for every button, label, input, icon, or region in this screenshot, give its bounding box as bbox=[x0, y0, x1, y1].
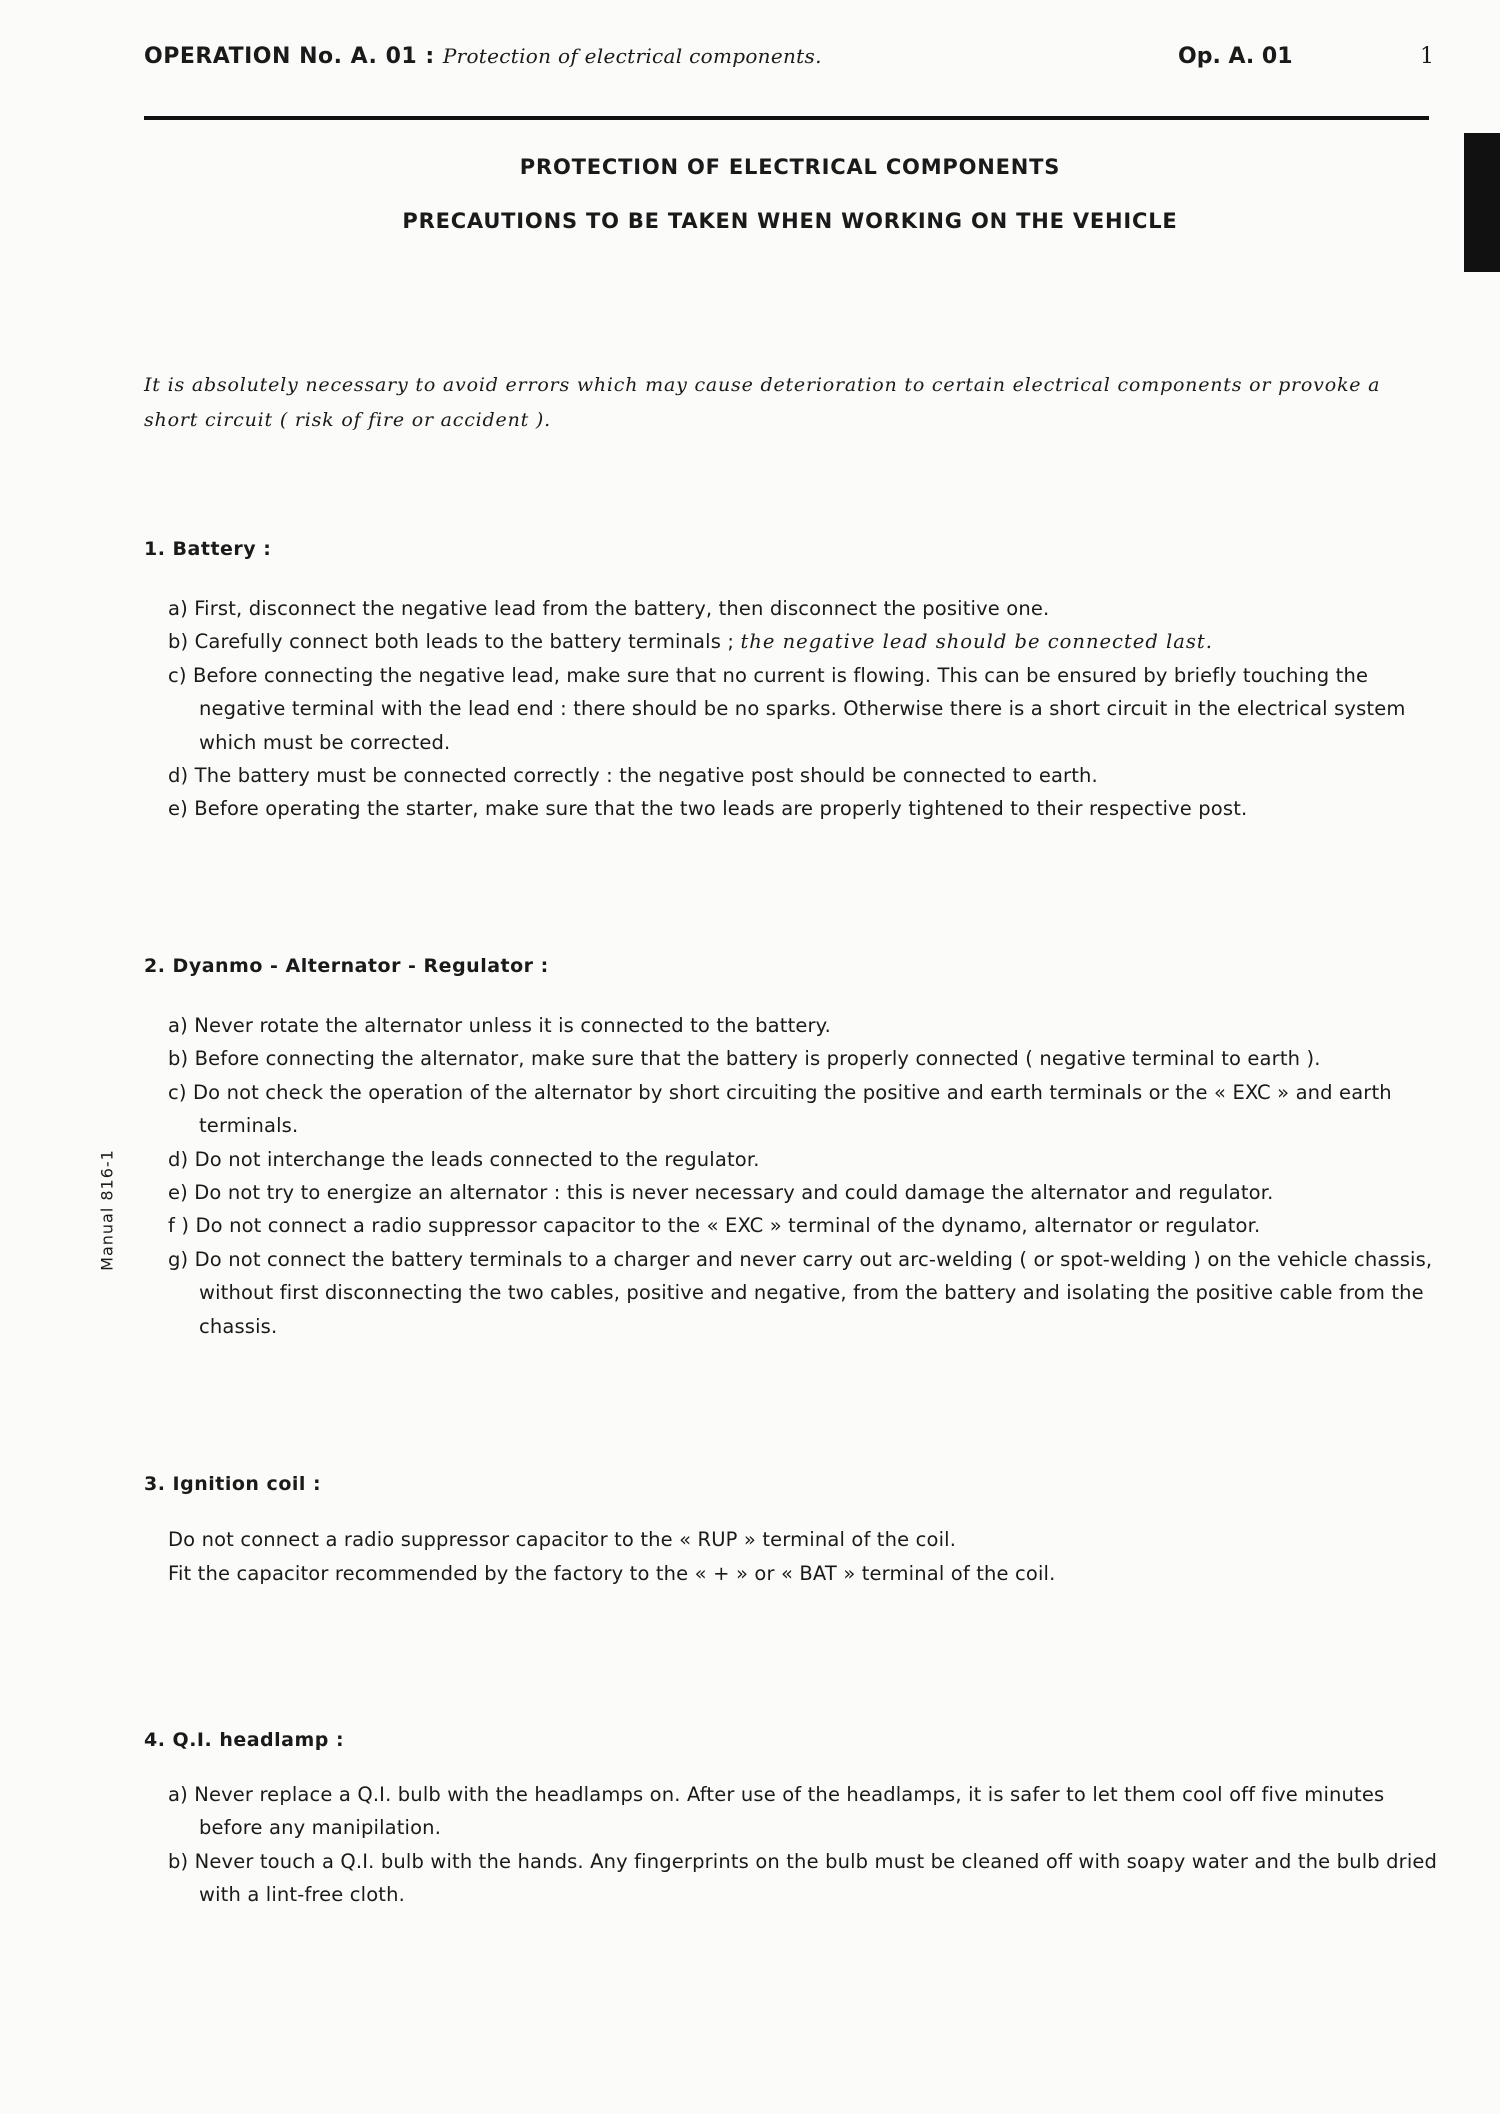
headlamp-list bbox=[168, 1778, 1438, 1912]
text-line: Do not connect a radio suppressor capacitor to the « RUP » terminal of the coil. bbox=[168, 1528, 957, 1551]
operation-number: OPERATION No. A. 01 : bbox=[144, 44, 435, 69]
page-number: 1 bbox=[1420, 44, 1434, 69]
list-item: e) Do not try to energize an alternator : this is never necessary and could damage the alternator and regulator. bbox=[168, 1181, 1274, 1205]
list-item: d) Do not interchange the leads connected to the regulator. bbox=[168, 1147, 760, 1171]
list-item: b) Before connecting the alternator, make sure that the battery is properly connected ( negative terminal to earth ). bbox=[168, 1047, 1321, 1071]
page-header bbox=[144, 44, 1432, 80]
list-item: g) Do not connect the battery terminals to a charger and never carry out arc-welding ( or spot-welding ) on the vehicle chassis, without first disconnecting the two cables, positive and negative, from the battery and isolating the positive cable from the chassis. bbox=[168, 1247, 1433, 1338]
section-heading-dynamo: 2. Dyanmo - Alternator - Regulator : bbox=[144, 955, 549, 977]
text-line: Fit the capacitor recommended by the factory to the « + » or « BAT » terminal of the coil. bbox=[168, 1562, 1056, 1585]
main-title: PROTECTION OF ELECTRICAL COMPONENTS bbox=[519, 155, 1061, 179]
manual-side-label bbox=[96, 1145, 118, 1275]
section-heading-battery: 1. Battery : bbox=[144, 538, 272, 560]
header-rule bbox=[144, 116, 1429, 120]
ignition-text bbox=[168, 1523, 1438, 1591]
section-tab-marker bbox=[1464, 133, 1500, 272]
section-heading-ignition: 3. Ignition coil : bbox=[144, 1473, 322, 1495]
dynamo-list bbox=[168, 1009, 1438, 1343]
list-item: b) Never touch a Q.I. bulb with the hands. Any fingerprints on the bulb must be cleaned off with soapy water and the bulb dried with a lint-free cloth. bbox=[168, 1849, 1438, 1907]
list-item: c) Before connecting the negative lead, make sure that no current is flowing. This can be ensured by briefly touching the negative terminal with the lead end : there should be no sparks. Otherwise there is a short circuit in the electrical system which must be corrected. bbox=[168, 663, 1406, 754]
list-item: f ) Do not connect a radio suppressor capacitor to the « EXC » terminal of the dynamo, alternator or regulator. bbox=[168, 1214, 1261, 1238]
list-item: e) Before operating the starter, make sure that the two leads are properly tightened to their respective post. bbox=[168, 797, 1248, 821]
list-item: a) Never rotate the alternator unless it is connected to the battery. bbox=[168, 1014, 831, 1037]
list-item: c) Do not check the operation of the alternator by short circuiting the positive and earth terminals or the « EXC » and earth terminals. bbox=[168, 1080, 1392, 1138]
operation-subject: Protection of electrical components. bbox=[442, 44, 822, 68]
list-item: a) Never replace a Q.I. bulb with the headlamps on. After use of the headlamps, it is safer to let them cool off five minutes before any manipilation. bbox=[168, 1783, 1385, 1840]
sub-title: PRECAUTIONS TO BE TAKEN WHEN WORKING ON THE VEHICLE bbox=[402, 209, 1178, 233]
manual-reference: Manual 816-1 bbox=[97, 1149, 117, 1271]
operation-heading bbox=[144, 44, 822, 69]
operation-code: Op. A. 01 bbox=[1178, 44, 1293, 69]
list-item: d) The battery must be connected correctly : the negative post should be connected to earth. bbox=[168, 764, 1098, 788]
intro-paragraph: It is absolutely necessary to avoid errors which may cause deterioration to certain electrical components or provoke a short circuit ( risk of fire or accident ). bbox=[144, 374, 1381, 431]
battery-list bbox=[168, 592, 1438, 826]
list-item: a) First, disconnect the negative lead from the battery, then disconnect the positive one. bbox=[168, 597, 1050, 620]
list-item: b) Carefully connect both leads to the battery terminals ; the negative lead should be connected last. bbox=[168, 630, 1213, 654]
section-heading-headlamp: 4. Q.I. headlamp : bbox=[144, 1729, 345, 1751]
emphasis-text: the negative lead should be connected last. bbox=[740, 630, 1213, 654]
